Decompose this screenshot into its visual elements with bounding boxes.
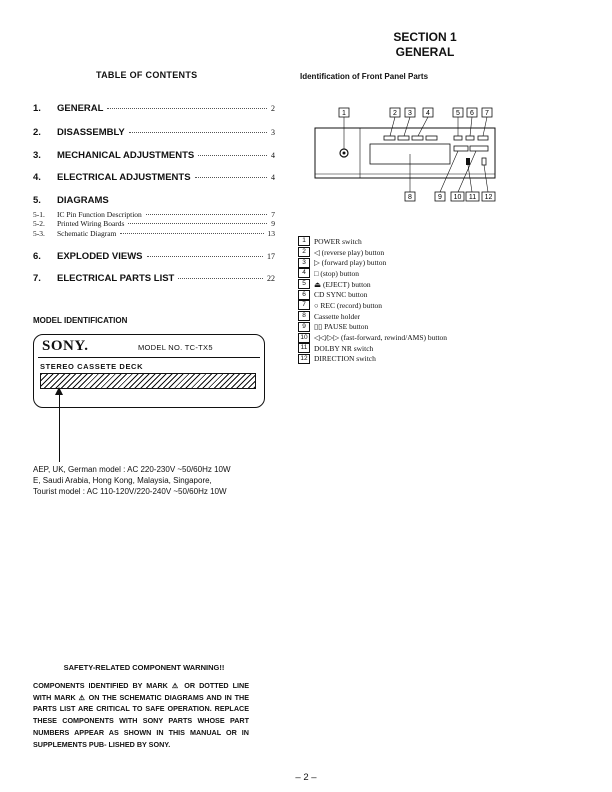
- toc-subitem-label: IC Pin Function Description: [57, 210, 142, 219]
- model-identification-title: MODEL IDENTIFICATION: [33, 316, 128, 325]
- part-number-badge: 7: [298, 300, 310, 310]
- toc-leader-dots: [178, 278, 263, 279]
- toc-leader-dots: [146, 214, 267, 215]
- callout-number: 1: [342, 110, 346, 117]
- toc-subitem-page: 13: [267, 229, 275, 238]
- eject-key: [454, 136, 462, 140]
- toc-subitem-number: 5-1.: [33, 210, 45, 219]
- toc-item[interactable]: [33, 172, 275, 183]
- part-description: ⏏ (EJECT) button: [314, 279, 371, 289]
- part-description: ○ REC (record) button: [314, 300, 383, 310]
- part-description: □ (stop) button: [314, 268, 359, 278]
- callout-number: 10: [453, 194, 462, 201]
- toc-item[interactable]: [33, 127, 275, 138]
- part-item: [298, 311, 447, 322]
- ams-key: [470, 146, 488, 151]
- part-description: CD SYNC button: [314, 290, 368, 300]
- part-description: ▯▯ PAUSE button: [314, 322, 369, 332]
- front-panel-diagram: [300, 100, 500, 210]
- callout-number: 8: [408, 194, 412, 201]
- voltage-spec-line: Tourist model : AC 110-120V/220-240V ~50/60Hz 10W: [33, 487, 227, 496]
- toc-subitem-page: 9: [271, 219, 275, 228]
- part-description: Cassette holder: [314, 311, 361, 321]
- toc-item-page: 4: [271, 151, 275, 160]
- voltage-hatched-area: [40, 373, 256, 389]
- toc-item[interactable]: [33, 103, 275, 114]
- toc-item-number: 2.: [33, 127, 41, 138]
- toc-title: TABLE OF CONTENTS: [96, 70, 198, 80]
- toc-item-label: ELECTRICAL PARTS LIST: [57, 273, 175, 284]
- toc-item-page: 17: [267, 252, 275, 261]
- toc-item-label: DIAGRAMS: [57, 195, 109, 206]
- part-item: [298, 300, 447, 311]
- section-heading: [370, 30, 480, 60]
- part-description: DIRECTION switch: [314, 354, 376, 364]
- safety-warning-title: SAFETY-RELATED COMPONENT WARNING!!: [63, 663, 225, 672]
- toc-item-label: MECHANICAL ADJUSTMENTS: [57, 150, 195, 161]
- part-number-badge: 2: [298, 247, 310, 257]
- callout-number: 3: [408, 110, 412, 117]
- deck-body: [315, 128, 495, 178]
- part-number-badge: 4: [298, 268, 310, 278]
- spare-key: [426, 136, 437, 140]
- model-number: MODEL NO. TC-TX5: [138, 343, 213, 352]
- toc-item[interactable]: [33, 273, 275, 284]
- label-divider: [38, 357, 260, 358]
- part-number-badge: 10: [298, 333, 310, 343]
- callout-number: 7: [485, 110, 489, 117]
- front-panel-parts-list: [298, 236, 447, 364]
- part-number-badge: 9: [298, 322, 310, 332]
- toc-leader-dots: [129, 132, 267, 133]
- toc-item-number: 4.: [33, 172, 41, 183]
- voltage-spec-line: AEP, UK, German model : AC 220-230V ~50/60Hz 10W: [33, 465, 231, 474]
- toc-item[interactable]: [33, 150, 275, 161]
- pointer-arrow-line: [59, 394, 60, 462]
- toc-subitem[interactable]: [33, 219, 275, 228]
- page-number: – 2 –: [295, 772, 317, 783]
- toc-subitem-number: 5-2.: [33, 219, 45, 228]
- part-item: [298, 332, 447, 343]
- part-description: DOLBY NR switch: [314, 343, 374, 353]
- callout-number: 4: [426, 110, 430, 117]
- toc-item-page: 2: [271, 104, 275, 113]
- toc-item-number: 7.: [33, 273, 41, 284]
- part-item: [298, 354, 447, 365]
- toc-item-label: GENERAL: [57, 103, 104, 114]
- toc-item-page: 4: [271, 173, 275, 182]
- part-description: ▷ (forward play) button: [314, 258, 387, 268]
- part-description: POWER switch: [314, 236, 362, 246]
- section-number: SECTION 1: [393, 30, 457, 44]
- part-item: [298, 322, 447, 333]
- part-number-badge: 11: [298, 343, 310, 353]
- pause-key: [454, 146, 468, 151]
- toc-item-number: 3.: [33, 150, 41, 161]
- toc-subitem[interactable]: [33, 229, 275, 238]
- callout-number: 5: [456, 110, 460, 117]
- callout-number: 9: [438, 194, 442, 201]
- direction-switch-shape: [482, 158, 486, 165]
- cd-sync-key: [466, 136, 474, 140]
- dolby-switch-shape: [466, 158, 470, 165]
- toc-subitem-number: 5-3.: [33, 229, 45, 238]
- part-description: ◁ (reverse play) button: [314, 247, 385, 257]
- toc-item-number: 5.: [33, 195, 41, 206]
- forward-play-key: [398, 136, 409, 140]
- part-item: [298, 247, 447, 258]
- toc-subitem-label: Schematic Diagram: [57, 229, 117, 238]
- stop-key: [412, 136, 423, 140]
- toc-item-label: ELECTRICAL ADJUSTMENTS: [57, 172, 191, 183]
- callout-number: 2: [393, 110, 397, 117]
- reverse-play-key: [384, 136, 395, 140]
- toc-leader-dots: [107, 108, 267, 109]
- section-name: GENERAL: [395, 45, 455, 59]
- safety-warning-text: COMPONENTS IDENTIFIED BY MARK ⚠ OR DOTTED LINE WITH MARK ⚠ ON THE SCHEMATIC DIAGRAMS AND IN THE PARTS LIST ARE CRITICAL TO SAFE OPERATION. REPLACE THESE COMPONENTS WITH SONY PARTS WHOSE PART NUMBERS APPEAR AS SHOWN IN THIS MANUAL OR IN SUPPLEMENTS PUB- LISHED BY SONY.: [33, 681, 249, 749]
- toc-item-number: 6.: [33, 251, 41, 262]
- toc-leader-dots: [147, 256, 263, 257]
- power-button-center: [343, 152, 346, 155]
- part-item: [298, 343, 447, 354]
- toc-subitem-page: 7: [271, 210, 275, 219]
- part-number-badge: 5: [298, 279, 310, 289]
- rec-key: [478, 136, 488, 140]
- part-item: [298, 257, 447, 268]
- toc-item[interactable]: [33, 251, 275, 262]
- toc-item-number: 1.: [33, 103, 41, 114]
- toc-subitem[interactable]: [33, 210, 275, 219]
- product-name: STEREO CASSETE DECK: [40, 362, 144, 371]
- part-number-badge: 8: [298, 311, 310, 321]
- toc-item[interactable]: [33, 195, 275, 206]
- part-item: [298, 279, 447, 290]
- part-item: [298, 268, 447, 279]
- part-number-badge: 3: [298, 258, 310, 268]
- sony-logo: SONY.: [42, 338, 89, 354]
- part-item: [298, 236, 447, 247]
- toc-item-label: EXPLODED VIEWS: [57, 251, 143, 262]
- toc-item-page: 22: [267, 274, 275, 283]
- callout-number: 11: [468, 194, 477, 201]
- part-number-badge: 6: [298, 290, 310, 300]
- toc-leader-dots: [195, 177, 267, 178]
- toc-item-page: 3: [271, 128, 275, 137]
- callout-number: 6: [470, 110, 474, 117]
- toc-leader-dots: [198, 155, 267, 156]
- toc-leader-dots: [120, 233, 263, 234]
- voltage-spec-line: E, Saudi Arabia, Hong Kong, Malaysia, Singapore,: [33, 476, 212, 485]
- toc-item-label: DISASSEMBLY: [57, 127, 125, 138]
- part-number-badge: 12: [298, 354, 310, 364]
- part-number-badge: 1: [298, 236, 310, 246]
- part-item: [298, 289, 447, 300]
- front-panel-title: Identification of Front Panel Parts: [300, 72, 429, 81]
- toc-subitem-label: Printed Wiring Boards: [57, 219, 125, 228]
- toc-leader-dots: [128, 223, 267, 224]
- callout-number: 12: [484, 194, 493, 201]
- part-description: ◁◁/▷▷ (fast-forward, rewind/AMS) button: [314, 333, 448, 343]
